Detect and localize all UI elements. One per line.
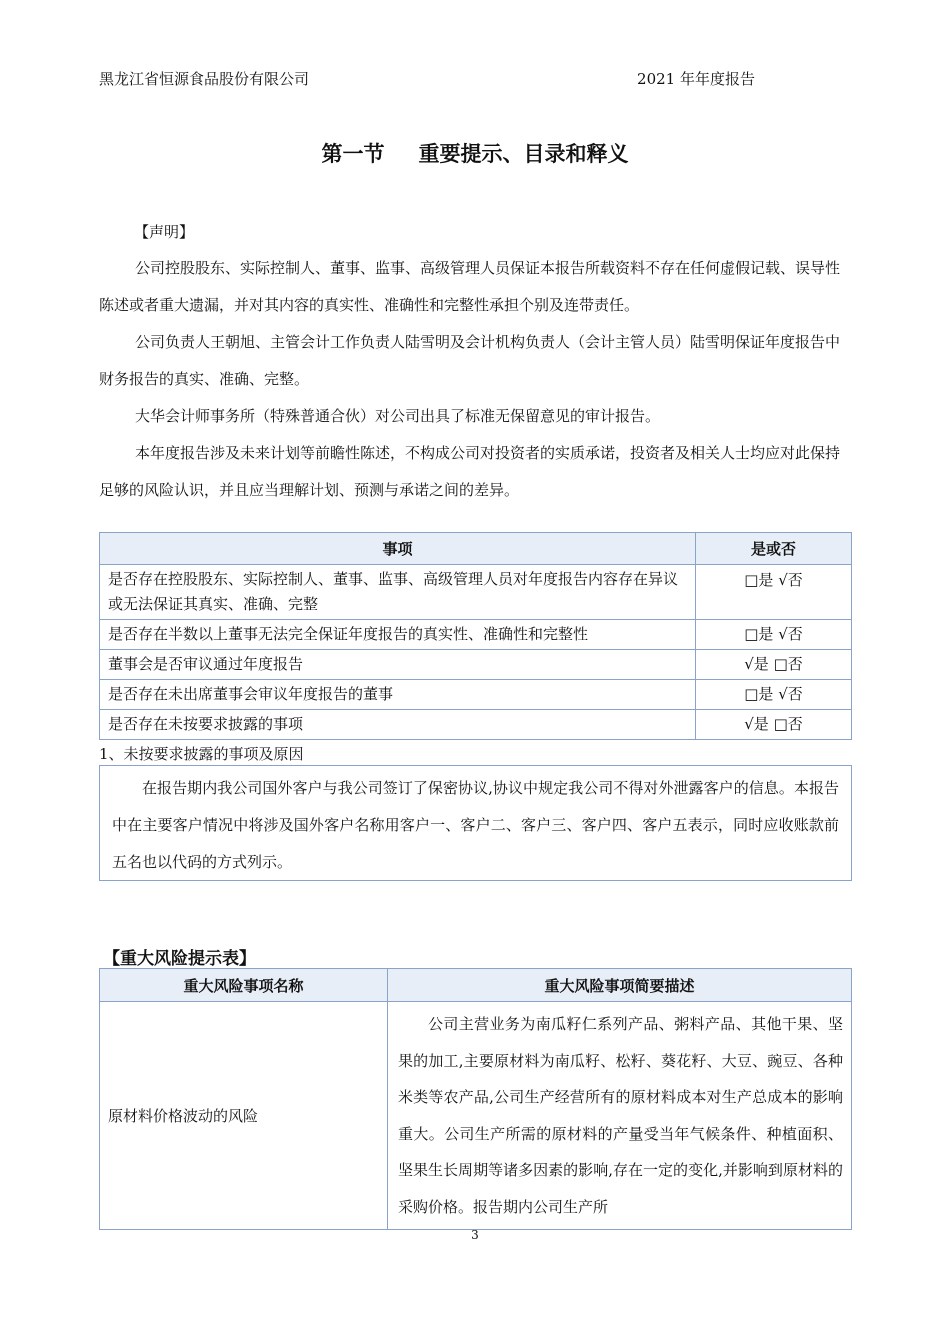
risk-table bbox=[99, 968, 852, 1230]
answer-cell: □是 √否 bbox=[696, 565, 852, 620]
items-header-answer: 是或否 bbox=[696, 533, 852, 565]
answer-cell: □是 √否 bbox=[696, 680, 852, 710]
risk-header-desc: 重大风险事项简要描述 bbox=[388, 969, 852, 1002]
statement-label: 【声明】 bbox=[134, 223, 195, 241]
item-cell: 是否存在控股股东、实际控制人、董事、监事、高级管理人员对年度报告内容存在异议或无法保证其真实、准确、完整 bbox=[100, 565, 696, 620]
undisclosed-text: 在报告期内我公司国外客户与我公司签订了保密协议,协议中规定我公司不得对外泄露客户的信息。本报告中在主要客户情况中将涉及国外客户名称用客户一、客户二、客户三、客户四、客户五表示，同时应收账款前五名也以代码的方式列示。 bbox=[112, 779, 839, 871]
table-row bbox=[100, 565, 852, 620]
table-row bbox=[100, 680, 852, 710]
table-row bbox=[100, 710, 852, 740]
table-row bbox=[100, 1002, 852, 1230]
risk-table-title: 【重大风险提示表】 bbox=[103, 949, 256, 969]
items-header-item: 事项 bbox=[100, 533, 696, 565]
risk-name-cell: 原材料价格波动的风险 bbox=[100, 1002, 388, 1230]
answer-cell: √是 □否 bbox=[696, 650, 852, 680]
item-cell: 是否存在半数以上董事无法完全保证年度报告的真实性、准确性和完整性 bbox=[100, 620, 696, 650]
statement-paragraph: 公司控股股东、实际控制人、董事、监事、高级管理人员保证本报告所载资料不存在任何虚假记载、误导性陈述或者重大遗漏，并对其内容的真实性、准确性和完整性承担个别及连带责任。 bbox=[99, 259, 841, 314]
statement-paragraph: 本年度报告涉及未来计划等前瞻性陈述，不构成公司对投资者的实质承诺，投资者及相关人士均应对此保持足够的风险认识，并且应当理解计划、预测与承诺之间的差异。 bbox=[99, 444, 841, 499]
section-number: 第一节 bbox=[321, 142, 385, 166]
undisclosed-box bbox=[99, 765, 852, 881]
item-cell: 是否存在未按要求披露的事项 bbox=[100, 710, 696, 740]
answer-cell: √是 □否 bbox=[696, 710, 852, 740]
table-row bbox=[100, 620, 852, 650]
header-company: 黑龙江省恒源食品股份有限公司 bbox=[99, 70, 310, 88]
statement-paragraph: 公司负责人王朝旭、主管会计工作负责人陆雪明及会计机构负责人（会计主管人员）陆雪明保证年度报告中财务报告的真实、准确、完整。 bbox=[99, 333, 841, 388]
statement-paragraph: 大华会计师事务所（特殊普通合伙）对公司出具了标准无保留意见的审计报告。 bbox=[135, 407, 661, 425]
undisclosed-heading: 1、未按要求披露的事项及原因 bbox=[99, 745, 304, 763]
items-table bbox=[99, 532, 852, 740]
risk-desc-cell: 公司主营业务为南瓜籽仁系列产品、粥料产品、其他干果、坚果的加工,主要原材料为南瓜籽、松籽、葵花籽、大豆、豌豆、各种米类等农产品,公司生产经营所有的原材料成本对生产总成本的影响重大。公司生产所需的原材料的产量受当年气候条件、种植面积、坚果生长周期等诸多因素的影响,存在一定的变化,并影响到原材料的采购价格。报告期内公司生产所 bbox=[388, 1002, 852, 1230]
item-cell: 是否存在未出席董事会审议年度报告的董事 bbox=[100, 680, 696, 710]
table-row bbox=[100, 650, 852, 680]
header-report: 2021 年年度报告 bbox=[637, 70, 755, 88]
page-number: 3 bbox=[471, 1228, 479, 1242]
risk-header-name: 重大风险事项名称 bbox=[100, 969, 388, 1002]
answer-cell: □是 √否 bbox=[696, 620, 852, 650]
item-cell: 董事会是否审议通过年度报告 bbox=[100, 650, 696, 680]
section-title-text: 重要提示、目录和释义 bbox=[418, 142, 629, 166]
section-title bbox=[0, 138, 950, 168]
